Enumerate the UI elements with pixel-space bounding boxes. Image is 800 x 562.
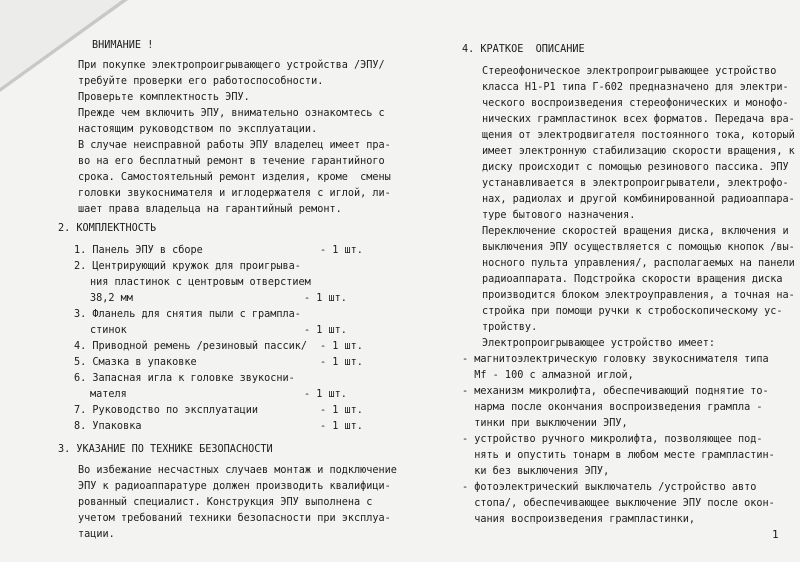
kit-item-qty: - 1 шт.	[320, 405, 363, 416]
kit-item-text: 7. Руководство по эксплуатации	[74, 405, 259, 416]
description-line: выключения ЭПУ осуществляется с помощью кнопок /вы-	[482, 242, 795, 253]
kit-item-text: 5. Смазка в упаковке	[74, 357, 197, 368]
attention-line: В случае неисправной работы ЭПУ владелец имеет пра-	[78, 140, 391, 151]
attention-line: настоящим руководством по эксплуатации.	[78, 124, 318, 135]
kit-item-text: 2. Центрирующий кружок для проигрыва-	[74, 261, 301, 272]
safety-line: Во избежание несчастных случаев монтаж и подключение	[78, 465, 397, 476]
left-column	[58, 38, 397, 543]
attention-line: Прежде чем включить ЭПУ, внимательно ознакомтесь с	[78, 108, 385, 119]
description-line: диску происходит с помощью резинового пассика. ЭПУ	[482, 162, 789, 173]
kit-item-text: 4. Приводной ремень /резиновый пассик/	[74, 341, 308, 352]
kit-item	[58, 259, 394, 275]
feature-line: стопа/, обеспечивающее выключение ЭПУ после окон-	[462, 498, 775, 509]
kit-item	[58, 371, 394, 387]
description-line: стройка при помощи ручки к стробоскопическому ус-	[482, 306, 783, 317]
kit-item	[58, 243, 394, 259]
kit-item-qty: - 1 шт.	[320, 341, 363, 352]
attention-line: шает права владельца на гарантийный ремонт.	[78, 204, 342, 215]
attention-line: требуйте проверки его работоспособности.	[78, 76, 324, 87]
kit-item-qty: - 1 шт.	[320, 357, 363, 368]
kit-item-text: 8. Упаковка	[74, 421, 142, 432]
feature-line: нять и опустить тонарм в любом месте грампластин-	[462, 450, 775, 461]
kit-item-qty: - 1 шт.	[304, 293, 347, 304]
description-line: радиоаппарата. Подстройка скорости вращения диска	[482, 274, 783, 285]
description-line: устанавливается в электропроигрыватели, электрофо-	[482, 178, 789, 189]
kit-item-qty: - 1 шт.	[320, 245, 363, 256]
attention-line: во на его бесплатный ремонт в течение гарантийного	[78, 156, 385, 167]
kit-item	[58, 339, 394, 355]
kit-item-text: 3. Фланель для снятия пыли с грампла-	[74, 309, 301, 320]
section-3-title: 3. УКАЗАНИЕ ПО ТЕХНИКЕ БЕЗОПАСНОСТИ	[58, 444, 273, 455]
safety-line: рованный специалист. Конструкция ЭПУ выполнена с	[78, 497, 373, 508]
description-line: производится блоком электроуправления, а точная на-	[482, 290, 795, 301]
feature-line: Мf - 100 с алмазной иглой,	[462, 370, 634, 381]
kit-item-qty: - 1 шт.	[304, 389, 347, 400]
attention-title: ВНИМАНИЕ !	[92, 40, 154, 51]
section-2-title: 2. КОМПЛЕКТНОСТЬ	[58, 223, 157, 234]
feature-line: - устройство ручного микролифта, позволяющее под-	[462, 434, 763, 445]
kit-item-text: стинок	[90, 325, 127, 336]
kit-item-cont	[58, 387, 394, 403]
kit-item-qty: - 1 шт.	[320, 421, 363, 432]
description-line: Стереофоническое электропроигрывающее устройство	[482, 66, 777, 77]
description-line: тройству.	[482, 322, 538, 333]
safety-line: ЭПУ к радиоаппаратуре должен производить квалифици-	[78, 481, 391, 492]
description-line: щения от электродвигателя постоянного тока, который	[482, 130, 795, 141]
page-number: 1	[772, 528, 779, 541]
kit-item-qty: - 1 шт.	[304, 325, 347, 336]
attention-line: При покупке электропроигрывающего устройства /ЭПУ/	[78, 60, 385, 71]
right-column	[462, 42, 795, 528]
kit-item-text: 38,2 мм	[90, 293, 133, 304]
kit-item	[58, 307, 394, 323]
feature-line: чания воспроизведения грампластинки,	[462, 514, 696, 525]
kit-item-text: мателя	[90, 389, 127, 400]
attention-line: головки звукоснимателя и иглодержателя с иглой, ли-	[78, 188, 391, 199]
features-title: Электропроигрывающее устройство имеет:	[482, 338, 716, 349]
kit-item-text: 6. Запасная игла к головке звукосни-	[74, 373, 295, 384]
safety-line: тации.	[78, 529, 115, 540]
attention-line: Проверьте комплектность ЭПУ.	[78, 92, 250, 103]
kit-item	[58, 355, 394, 371]
description-line: нах, радиолах и другой комбинированной радиоаппара-	[482, 194, 795, 205]
feature-line: ки без выключения ЭПУ,	[462, 466, 610, 477]
description-line: нических грампластинок всех форматов. Передача вра-	[482, 114, 795, 125]
description-line: Переключение скоростей вращения диска, включения и	[482, 226, 789, 237]
feature-line: - фотоэлектрический выключатель /устройство авто	[462, 482, 757, 493]
description-line: носного пульта управления/, располагаемых на панели	[482, 258, 795, 269]
description-line: ческого воспроизведения стереофонических и монофо-	[482, 98, 789, 109]
kit-item-cont: ния пластинок с центровым отверстием	[90, 277, 311, 288]
feature-line: нарма после окончания воспроизведения грампла -	[462, 402, 763, 413]
section-4-title: 4. КРАТКОЕ ОПИСАНИЕ	[462, 44, 585, 55]
kit-item-cont	[58, 323, 394, 339]
feature-line: тинки при выключении ЭПУ,	[462, 418, 628, 429]
description-line: имеет электронную стабилизацию скорости вращения, к	[482, 146, 795, 157]
description-line: класса Н1-Р1 типа Г-602 предназначено для электри-	[482, 82, 789, 93]
feature-line: - магнитоэлектрическую головку звукоснимателя типа	[462, 354, 769, 365]
feature-line: - механизм микролифта, обеспечивающий поднятие то-	[462, 386, 769, 397]
kit-item	[58, 403, 394, 419]
description-line: туре бытового назначения.	[482, 210, 636, 221]
attention-line: срока. Самостоятельный ремонт изделия, кроме смены	[78, 172, 391, 183]
kit-item-text: 1. Панель ЭПУ в сборе	[74, 245, 203, 256]
kit-item-cont	[58, 291, 394, 307]
safety-line: учетом требований техники безопасности при эксплуа-	[78, 513, 391, 524]
kit-item	[58, 419, 394, 435]
